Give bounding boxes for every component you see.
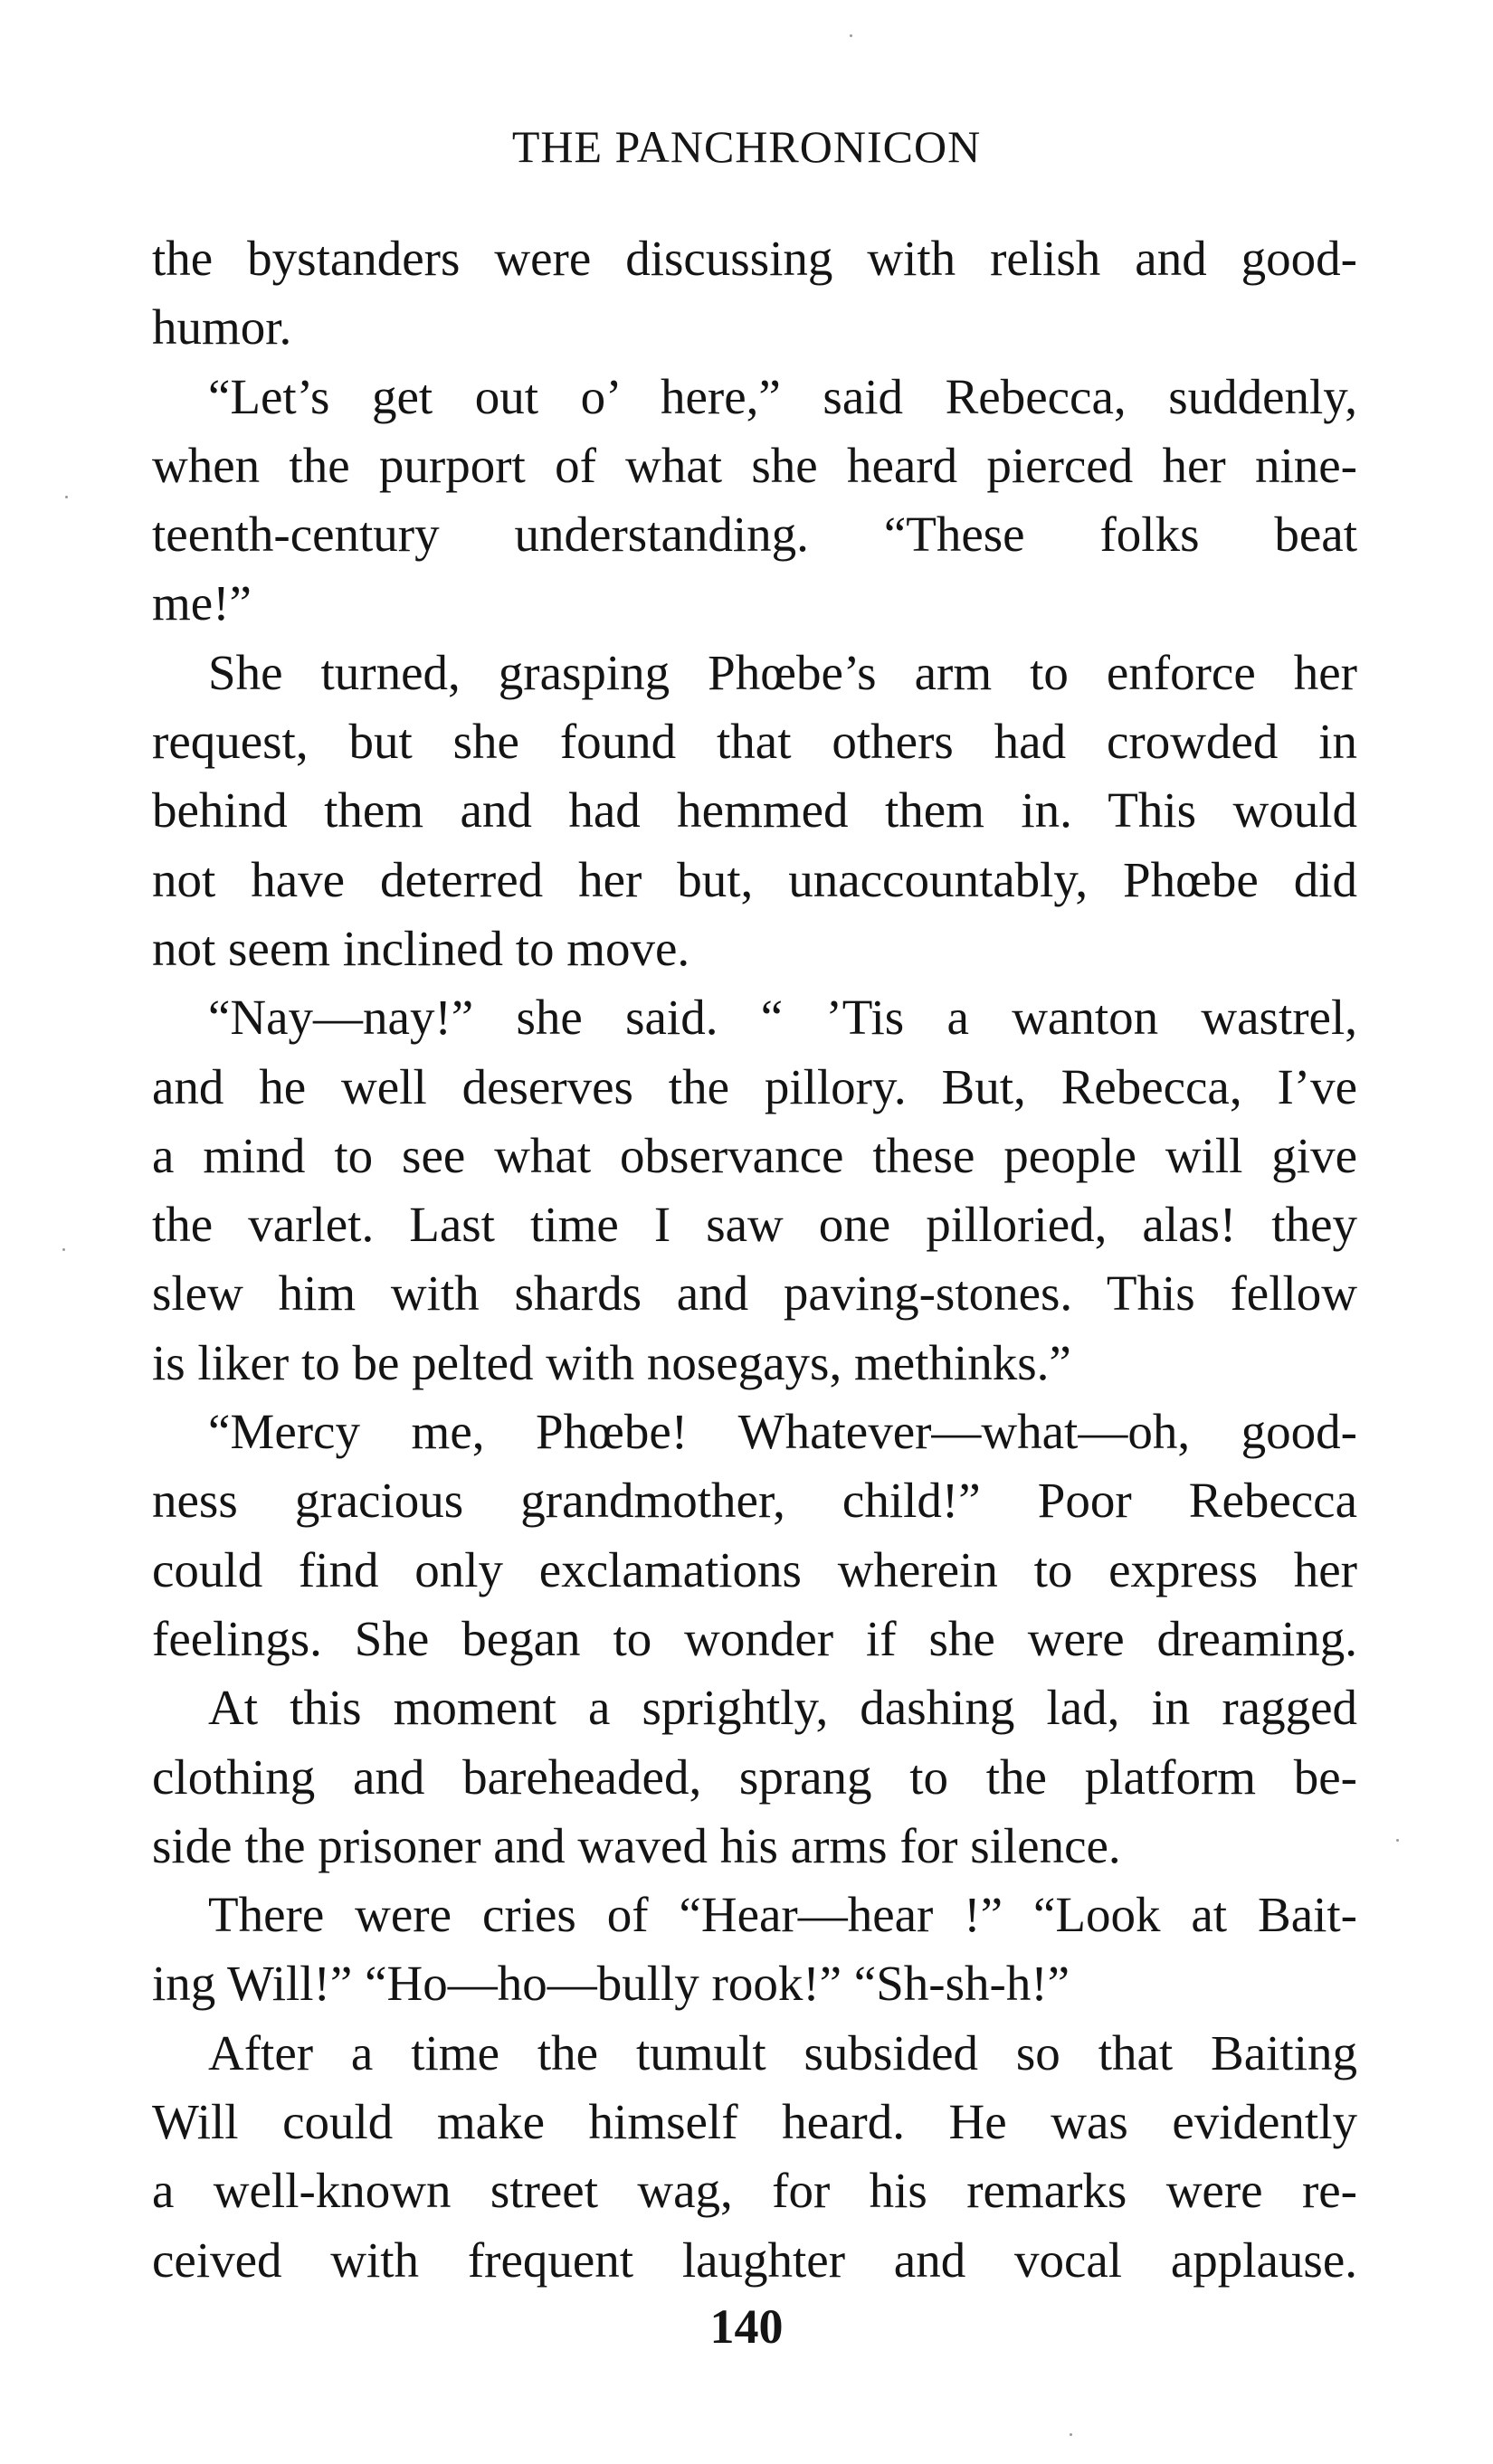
text-line: clothing and bareheaded, sprang to the platform be- (152, 1748, 1357, 1805)
text-line: the varlet. Last time I saw one pilloried, alas! they (152, 1197, 1357, 1253)
paper-speck (850, 34, 852, 37)
text-line: is liker to be pelted with nosegays, methinks.” (152, 1334, 1071, 1390)
text-line: ceived with frequent laughter and vocal applause. (152, 2232, 1357, 2288)
text-line: There were cries of “Hear—hear !” “Look at Bait- (208, 1887, 1357, 1943)
text-line: slew him with shards and paving-stones. This fellow (152, 1265, 1357, 1322)
paper-speck (62, 1248, 65, 1251)
paper-speck (1070, 2433, 1072, 2436)
text-line: “Let’s get out o’ here,” said Rebecca, suddenly, (208, 368, 1357, 424)
text-line: could find only exclamations wherein to express her (152, 1541, 1357, 1597)
text-line: and he well deserves the pillory. But, Rebecca, I’ve (152, 1058, 1357, 1114)
text-line: Will could make himself heard. He was evidently (152, 2094, 1357, 2150)
text-line: “Mercy me, Phœbe! Whatever—what—oh, good- (208, 1404, 1357, 1460)
text-line: feelings. She began to wonder if she were dreaming. (152, 1610, 1357, 1666)
text-line: behind them and had hemmed them in. This would (152, 782, 1357, 839)
text-line: “Nay—nay!” she said. “ ’Tis a wanton wastrel, (208, 990, 1357, 1046)
text-line: request, but she found that others had crowded in (152, 714, 1357, 770)
text-line: At this moment a sprightly, dashing lad, in ragged (208, 1680, 1357, 1736)
paper-speck (65, 496, 68, 498)
text-line: not have deterred her but, unaccountably, Phœbe did (152, 851, 1357, 907)
text-line: ness gracious grandmother, child!” Poor Rebecca (152, 1473, 1357, 1529)
text-line: a mind to see what observance these people will give (152, 1127, 1357, 1183)
text-line: teenth-century understanding. “These folks beat (152, 507, 1357, 563)
text-line: not seem inclined to move. (152, 920, 690, 976)
text-line: After a time the tumult subsided so that Baiting (208, 2024, 1357, 2080)
text-line: side the prisoner and waved his arms for silence. (152, 1817, 1121, 1873)
text-line: me!” (152, 575, 252, 631)
paper-speck (1396, 1839, 1399, 1842)
text-line: a well-known street wag, for his remarks were re- (152, 2163, 1357, 2219)
text-line: ing Will!” “Ho—ho—bully rook!” “Sh-sh-h!” (152, 1956, 1070, 2012)
text-line: when the purport of what she heard pierced her nine- (152, 437, 1357, 493)
text-line: She turned, grasping Phœbe’s arm to enforce her (208, 644, 1357, 700)
running-head: THE PANCHRONICON (511, 121, 982, 172)
body-text (152, 224, 1357, 2295)
page-number: 140 (709, 2299, 784, 2354)
text-line: the bystanders were discussing with relish and good- (152, 231, 1357, 286)
text-line: humor. (152, 299, 292, 355)
